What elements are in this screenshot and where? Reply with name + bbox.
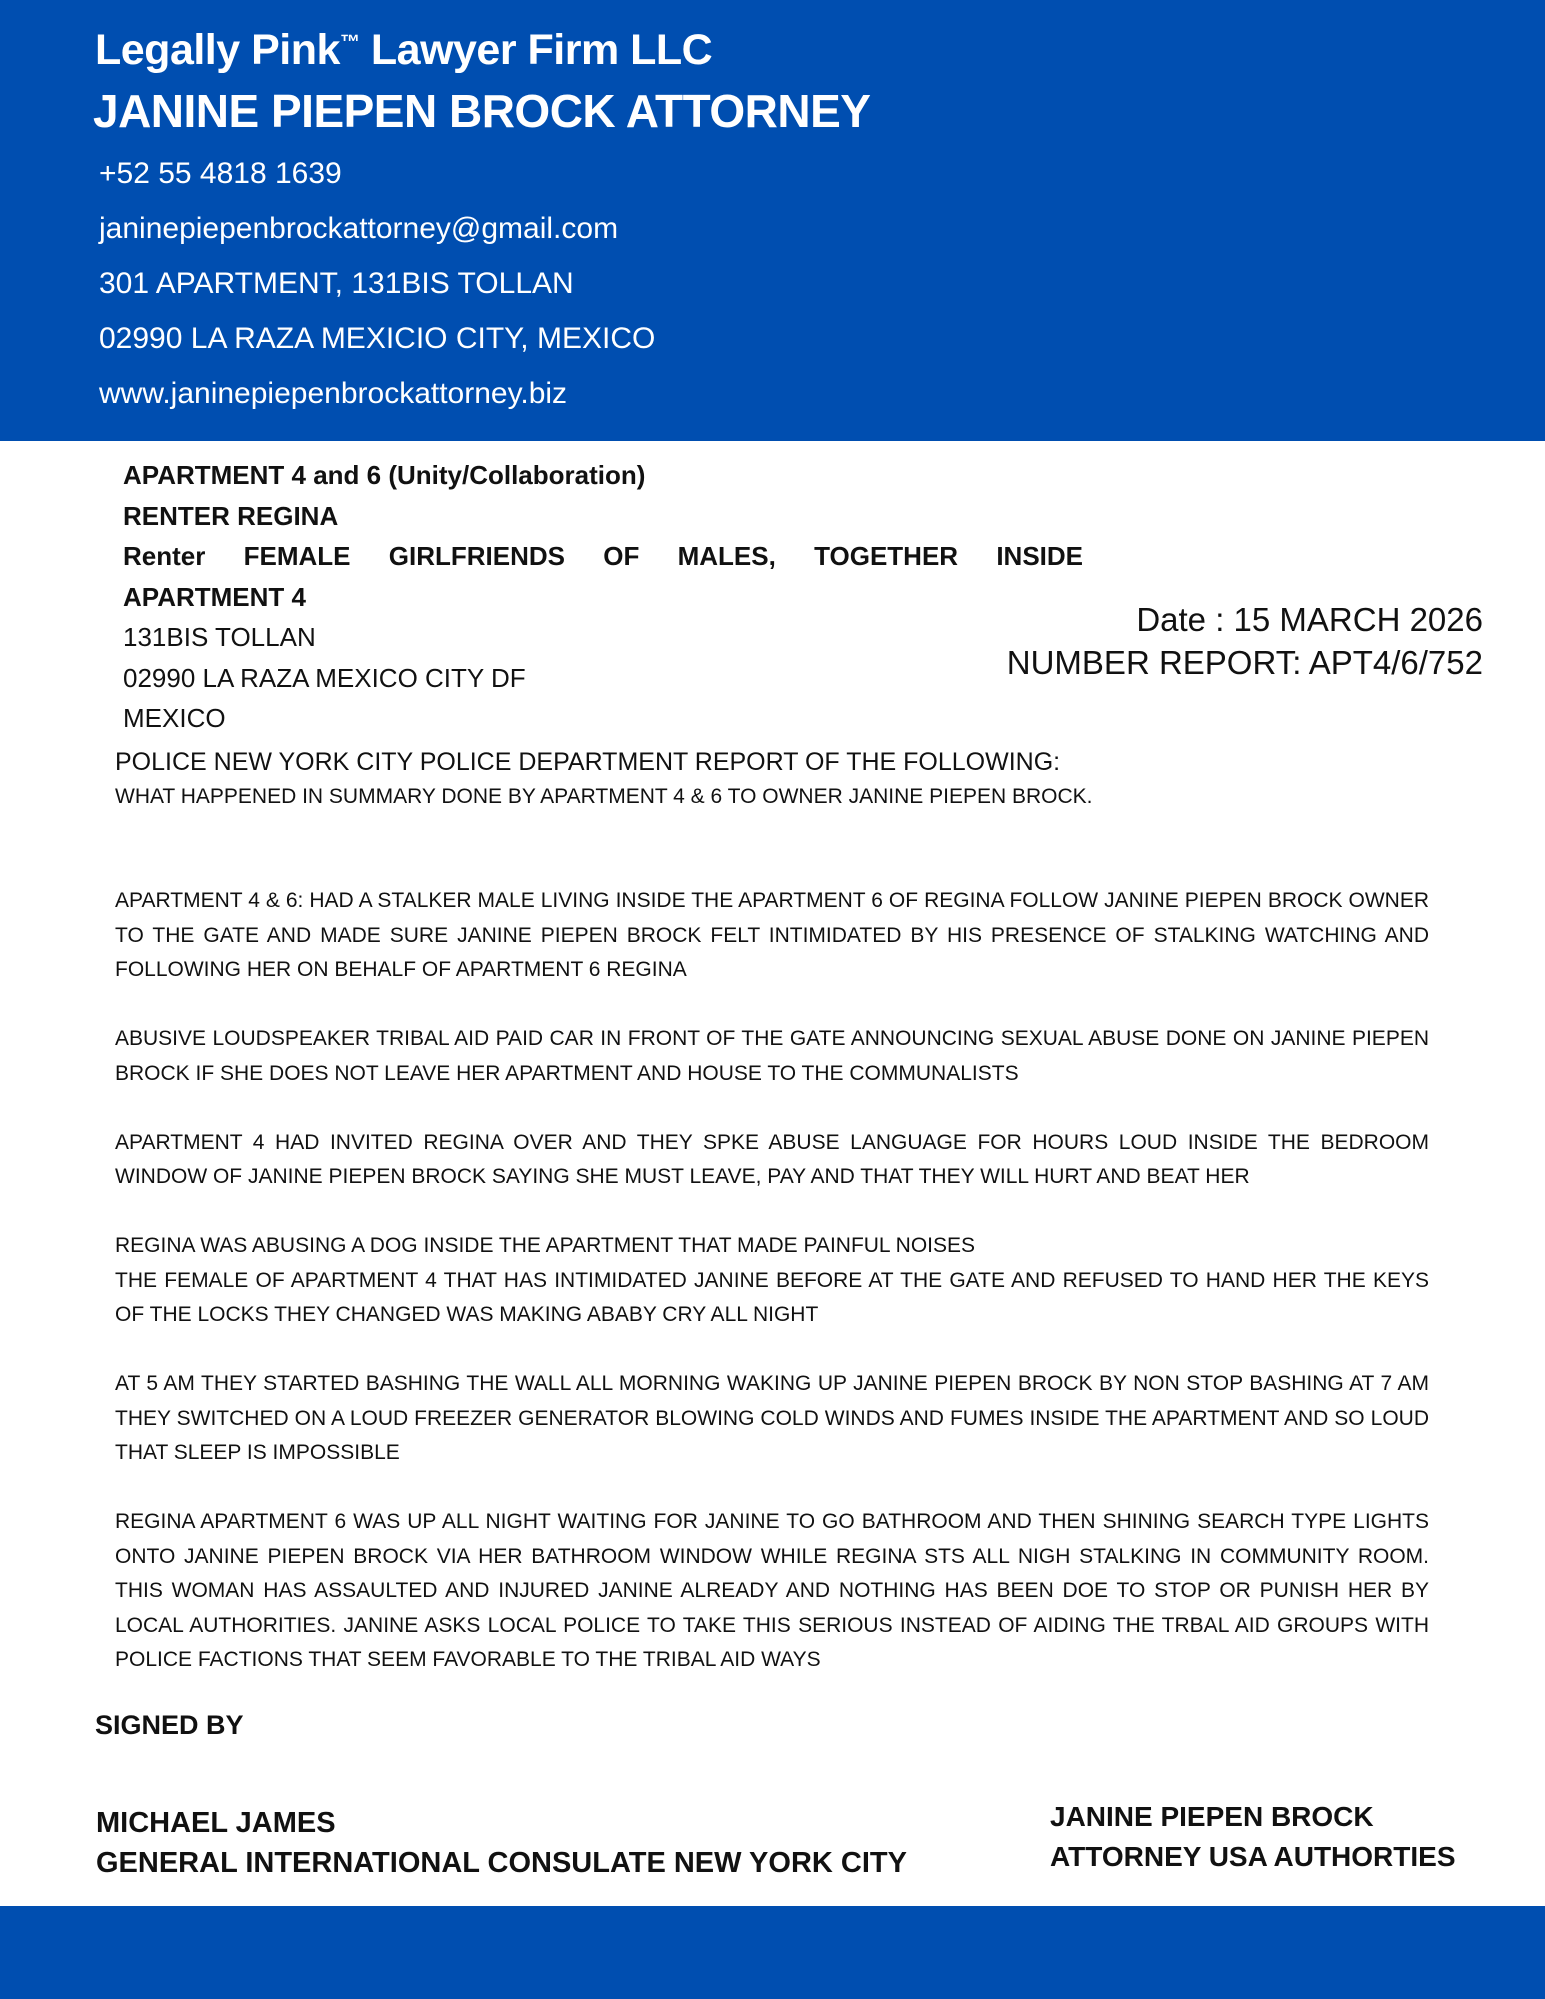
recipient-line-1: APARTMENT 4 and 6 (Unity/Collaboration)	[123, 460, 646, 490]
signed-by-label: SIGNED BY	[95, 1710, 244, 1740]
footer-banner	[0, 1906, 1545, 1999]
address-line-2: 02990 LA RAZA MEXICIO CITY, MEXICO	[99, 322, 656, 355]
signature-right	[1050, 1797, 1456, 1877]
body-paragraph-2: ABUSIVE LOUDSPEAKER TRIBAL AID PAID CAR IN FRONT OF THE GATE ANNOUNCING SEXUAL ABUSE DONE ON JANINE PIEPEN BROCK IF SHE DOES NOT LEAVE HER APARTMENT AND HOUSE TO THE COMMUNALISTS	[115, 1027, 1429, 1085]
body-paragraph-3: APARTMENT 4 HAD INVITED REGINA OVER AND THEY SPKE ABUSE LANGUAGE FOR HOURS LOUD INSIDE THE BEDROOM WINDOW OF JANINE PIEPEN BROCK SAYING SHE MUST LEAVE, PAY AND THAT THEY WILL HURT AND BEAT HER	[115, 1130, 1429, 1188]
signer-right-title: ATTORNEY USA AUTHORTIES	[1050, 1841, 1456, 1872]
intro-summary: WHAT HAPPENED IN SUMMARY DONE BY APARTMENT 4 & 6 TO OWNER JANINE PIEPEN BROCK.	[115, 785, 1093, 808]
attorney-name: JANINE PIEPEN BROCK ATTORNEY	[93, 85, 871, 137]
signer-left-title: GENERAL INTERNATIONAL CONSULATE NEW YORK CITY	[96, 1847, 907, 1879]
report-date: Date : 15 MARCH 2026	[1136, 601, 1483, 638]
email-address: janinepiepenbrockattorney@gmail.com	[99, 212, 619, 245]
report-intro	[115, 744, 1093, 814]
body-paragraph-4: REGINA WAS ABUSING A DOG INSIDE THE APARTMENT THAT MADE PAINFUL NOISES	[115, 1234, 976, 1257]
recipient-line-2: RENTER REGINA	[123, 500, 339, 531]
recipient-line-3: Renter FEMALE GIRLFRIENDS OF MALES, TOGETHER INSIDE	[123, 541, 1083, 571]
address-line-1: 301 APARTMENT, 131BIS TOLLAN	[99, 267, 574, 300]
body-paragraph-1: APARTMENT 4 & 6: HAD A STALKER MALE LIVING INSIDE THE APARTMENT 6 OF REGINA FOLLOW JANINE PIEPEN BROCK OWNER TO THE GATE AND MADE SURE JANINE PIEPEN BROCK FELT INTIMIDATED BY HIS PRESENCE OF STALKING WATCHING AND FOLLOWING HER ON BEHALF OF APARTMENT 6 REGINA	[115, 889, 1429, 981]
signature-left	[96, 1803, 907, 1883]
signer-left-name: MICHAEL JAMES	[96, 1807, 336, 1839]
report-meta	[1007, 598, 1483, 684]
report-body	[115, 884, 1429, 1712]
firm-name: Legally Pink™ Lawyer Firm LLC	[95, 26, 713, 74]
recipient-address-1: 131BIS TOLLAN	[123, 622, 316, 652]
recipient-address-3: MEXICO	[123, 703, 226, 733]
intro-heading: POLICE NEW YORK CITY POLICE DEPARTMENT REPORT OF THE FOLLOWING:	[115, 748, 1061, 776]
signer-right-name: JANINE PIEPEN BROCK	[1050, 1801, 1374, 1832]
body-paragraph-5: THE FEMALE OF APARTMENT 4 THAT HAS INTIMIDATED JANINE BEFORE AT THE GATE AND REFUSED TO HAND HER THE KEYS OF THE LOCKS THEY CHANGED WAS MAKING ABABY CRY ALL NIGHT	[115, 1268, 1429, 1326]
letterhead-banner	[0, 0, 1545, 441]
trademark-symbol: ™	[339, 31, 360, 54]
body-paragraph-6: AT 5 AM THEY STARTED BASHING THE WALL ALL MORNING WAKING UP JANINE PIEPEN BROCK BY NON STOP BASHING AT 7 AM THEY SWITCHED ON A LOUD FREEZER GENERATOR BLOWING COLD WINDS AND FUMES INSIDE THE APARTMENT AND SO LOUD THAT SLEEP IS IMPOSSIBLE	[115, 1372, 1429, 1464]
recipient-line-4: APARTMENT 4	[123, 581, 306, 612]
website-url: www.janinepiepenbrockattorney.biz	[99, 377, 568, 410]
report-number: NUMBER REPORT: APT4/6/752	[1006, 644, 1483, 681]
recipient-address-2: 02990 LA RAZA MEXICO CITY DF	[123, 662, 526, 693]
phone-number: +52 55 4818 1639	[99, 157, 342, 190]
recipient-block	[123, 455, 1083, 739]
body-paragraph-7: REGINA APARTMENT 6 WAS UP ALL NIGHT WAITING FOR JANINE TO GO BATHROOM AND THEN SHINING SEARCH TYPE LIGHTS ONTO JANINE PIEPEN BROCK VIA HER BATHROOM WINDOW WHILE REGINA STS ALL NIGH STALKING IN COMMUNITY ROOM. THIS WOMAN HAS ASSAULTED AND INJURED JANINE ALREADY AND NOTHING HAS BEEN DOE TO STOP OR PUNISH HER BY LOCAL AUTHORITIES. JANINE ASKS LOCAL POLICE TO TAKE THIS SERIOUS INSTEAD OF AIDING THE TRBAL AID GROUPS WITH POLICE FACTIONS THAT SEEM FAVORABLE TO THE TRIBAL AID WAYS	[115, 1510, 1429, 1671]
